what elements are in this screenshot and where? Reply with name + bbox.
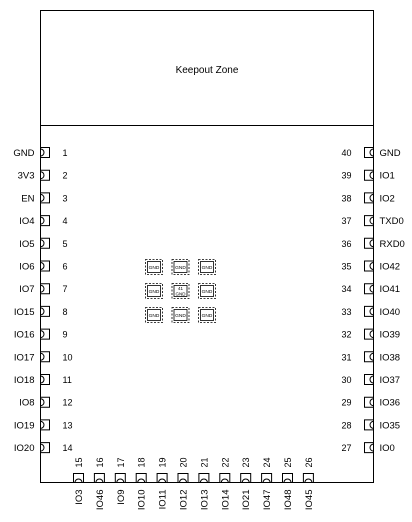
pin-name-label: IO6 bbox=[19, 261, 35, 273]
gnd-pad bbox=[146, 284, 163, 299]
gnd-pad bbox=[146, 308, 163, 323]
gnd-pad bbox=[172, 308, 189, 323]
pin-pad bbox=[365, 443, 374, 453]
pin-number-label: 40 bbox=[341, 148, 352, 158]
pin-name-label: IO40 bbox=[379, 306, 401, 318]
pin-pad bbox=[178, 474, 188, 483]
pin-name-label: IO39 bbox=[379, 329, 401, 341]
pin-pad bbox=[365, 352, 374, 362]
pin-name-label: IO47 bbox=[262, 489, 274, 511]
pin-name-label: IO16 bbox=[13, 329, 35, 341]
pin-name-label: IO7 bbox=[19, 284, 35, 296]
pin-number-label: 27 bbox=[341, 443, 352, 454]
pin-number-label: 36 bbox=[341, 238, 352, 249]
pin-number-label: 29 bbox=[341, 397, 352, 408]
pin-pad bbox=[41, 352, 50, 362]
pin-name-label: IO11 bbox=[157, 489, 169, 510]
pin-pad bbox=[41, 443, 50, 453]
pin-pad bbox=[74, 474, 84, 483]
pin-number-label: 38 bbox=[341, 193, 352, 204]
pin-pad bbox=[41, 329, 50, 339]
pin-number-label: 37 bbox=[341, 216, 352, 227]
pin-name-label: RXD0 bbox=[379, 238, 405, 250]
pin-pad bbox=[220, 474, 230, 483]
pin-pad bbox=[365, 397, 374, 407]
gnd-pad bbox=[172, 284, 189, 299]
pin-name-label: IO18 bbox=[13, 375, 35, 386]
gnd-pad bbox=[199, 260, 216, 275]
pin-number-label: 34 bbox=[341, 284, 352, 295]
pin-name-label: GND bbox=[379, 148, 401, 159]
pin-name-label: IO36 bbox=[379, 397, 401, 409]
pin-number-label: 30 bbox=[341, 375, 352, 385]
pin-pad bbox=[41, 170, 50, 180]
pin-name-label: IO20 bbox=[13, 443, 35, 455]
pin-pad bbox=[262, 474, 272, 483]
pin-number-label: 5 bbox=[62, 238, 68, 249]
pin-name-label: IO3 bbox=[74, 489, 85, 505]
gnd-pad-label: GND bbox=[201, 313, 213, 319]
pin-pad bbox=[136, 474, 146, 483]
keepout-zone-label: Keepout Zone bbox=[175, 65, 239, 76]
pin-name-label: IO5 bbox=[19, 238, 35, 250]
pin-number-label: 28 bbox=[341, 420, 352, 431]
gnd-pad-label: GND bbox=[148, 265, 160, 271]
pin-number-label: 35 bbox=[341, 261, 352, 272]
pin-pad bbox=[365, 284, 374, 294]
pin-number-label: 8 bbox=[62, 306, 68, 317]
gnd-pad-label: 41 GND bbox=[175, 286, 186, 297]
pin-pad bbox=[365, 375, 374, 385]
pin-name-label: IO41 bbox=[379, 284, 401, 296]
pin-name-label: IO17 bbox=[13, 352, 35, 364]
left-pin-column bbox=[13, 148, 72, 455]
pin-name-label: IO2 bbox=[379, 193, 395, 205]
pin-pad bbox=[94, 474, 104, 483]
pin-number-label: 33 bbox=[341, 306, 352, 317]
pin-name-label: IO10 bbox=[136, 489, 148, 511]
pin-number-label: 9 bbox=[62, 329, 68, 340]
pin-name-label: IO42 bbox=[379, 261, 401, 273]
pin-name-label: IO4 bbox=[19, 216, 35, 228]
gnd-pad-label: GND bbox=[148, 313, 160, 319]
pin-number-label: 10 bbox=[62, 352, 73, 363]
pin-pad bbox=[41, 284, 50, 294]
pin-pad bbox=[365, 170, 374, 180]
pin-pad bbox=[199, 474, 209, 483]
gnd-pad-label: GND bbox=[201, 289, 213, 295]
gnd-pad bbox=[199, 284, 216, 299]
pin-name-label: IO19 bbox=[13, 420, 35, 432]
pin-number-label: 22 bbox=[220, 457, 231, 468]
pin-pad bbox=[41, 420, 50, 430]
pin-pad bbox=[157, 474, 167, 483]
pin-pad bbox=[283, 474, 293, 483]
pin-name-label: IO12 bbox=[178, 489, 190, 511]
pin-pad bbox=[41, 148, 50, 158]
pin-name-label: IO15 bbox=[13, 306, 35, 318]
pin-number-label: 32 bbox=[341, 329, 352, 340]
pin-number-label: 11 bbox=[62, 375, 72, 385]
pin-pad bbox=[365, 420, 374, 430]
pin-number-label: 17 bbox=[115, 457, 126, 468]
pin-number-label: 6 bbox=[62, 261, 68, 272]
pin-pad bbox=[41, 397, 50, 407]
pin-name-label: IO37 bbox=[379, 375, 401, 386]
pin-pad bbox=[41, 193, 50, 203]
pin-number-label: 24 bbox=[262, 457, 273, 468]
pin-pad bbox=[41, 375, 50, 385]
pin-number-label: 31 bbox=[341, 352, 352, 363]
pin-number-label: 19 bbox=[157, 457, 168, 468]
pin-number-label: 4 bbox=[62, 216, 68, 227]
pin-pad bbox=[115, 474, 125, 483]
pin-name-label: IO35 bbox=[379, 420, 401, 432]
pin-number-label: 1 bbox=[62, 148, 68, 158]
pin-pad bbox=[365, 306, 374, 316]
pin-name-label: IO21 bbox=[241, 489, 253, 511]
pin-name-label: IO14 bbox=[220, 489, 232, 511]
pin-pad bbox=[41, 216, 50, 226]
pin-pad bbox=[241, 474, 251, 483]
pin-name-label: GND bbox=[13, 148, 35, 159]
pin-name-label: IO45 bbox=[303, 489, 315, 511]
pin-pad bbox=[41, 238, 50, 248]
pin-number-label: 23 bbox=[241, 457, 252, 468]
pin-pad bbox=[303, 474, 313, 483]
pin-number-label: 25 bbox=[283, 457, 293, 468]
gnd-pad bbox=[199, 308, 216, 323]
pin-pad bbox=[365, 216, 374, 226]
pin-number-label: 2 bbox=[62, 170, 68, 181]
pin-pad bbox=[365, 148, 374, 158]
pin-number-label: 15 bbox=[74, 457, 84, 468]
pin-number-label: 3 bbox=[62, 193, 68, 204]
gnd-pad-label: GND bbox=[175, 313, 186, 319]
center-gnd-pad-array bbox=[146, 260, 216, 323]
pin-name-label: IO48 bbox=[283, 489, 294, 511]
pin-number-label: 39 bbox=[341, 170, 352, 181]
pin-pad bbox=[41, 261, 50, 271]
pin-number-label: 7 bbox=[62, 284, 68, 295]
gnd-pad-label: GND bbox=[148, 289, 160, 295]
pin-number-label: 14 bbox=[62, 443, 73, 454]
pin-name-label: IO1 bbox=[379, 170, 395, 182]
gnd-pad bbox=[146, 260, 163, 275]
pin-name-label: IO8 bbox=[19, 397, 35, 409]
pin-name-label: EN bbox=[21, 193, 35, 205]
pin-number-label: 12 bbox=[62, 397, 73, 408]
pin-number-label: 16 bbox=[94, 457, 105, 468]
pin-number-label: 13 bbox=[62, 420, 73, 431]
module-outline bbox=[41, 11, 374, 483]
gnd-pad bbox=[172, 260, 189, 275]
gnd-pad-label: GND bbox=[175, 265, 186, 271]
pin-name-label: IO46 bbox=[94, 489, 106, 511]
pin-name-label: IO0 bbox=[379, 443, 395, 455]
pin-pad bbox=[365, 329, 374, 339]
bottom-pin-row bbox=[74, 457, 315, 510]
pin-pad bbox=[365, 238, 374, 248]
pin-name-label: IO13 bbox=[199, 489, 211, 511]
gnd-pad-label: GND bbox=[201, 265, 213, 271]
pin-name-label: IO38 bbox=[379, 352, 401, 364]
pin-pad bbox=[365, 261, 374, 271]
pin-pad bbox=[41, 306, 50, 316]
pin-number-label: 21 bbox=[199, 457, 210, 468]
pin-name-label: IO9 bbox=[115, 489, 127, 505]
pin-number-label: 18 bbox=[136, 457, 147, 468]
pin-pad bbox=[365, 193, 374, 203]
pin-number-label: 20 bbox=[178, 457, 189, 468]
pin-name-label: 3V3 bbox=[17, 170, 35, 182]
pin-name-label: TXD0 bbox=[379, 216, 404, 228]
pin-number-label: 26 bbox=[303, 457, 314, 468]
